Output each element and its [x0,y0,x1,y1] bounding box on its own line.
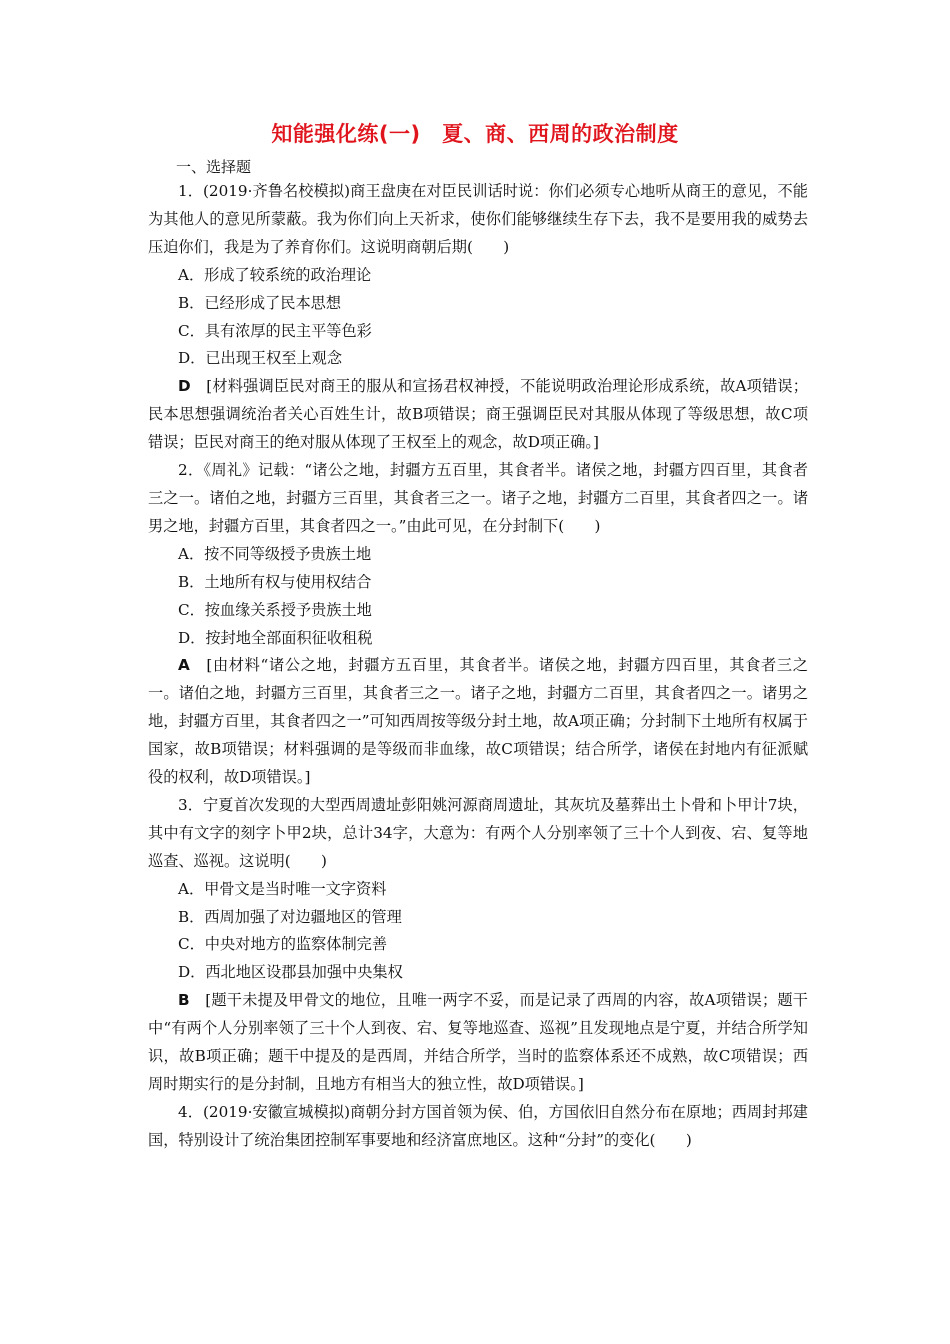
question-1-explanation: [材料强调臣民对商王的服从和宣扬君权神授，不能说明政治理论形成系统，故A项错误；民本思想强调统治者关心百姓生计，故B项错误；商王强调臣民对其服从体现了等级思想，故C项错误；臣民对商王的绝对服从体现了王权至上的观念，故D项正确。] [148,377,808,452]
question-1-option-d: D．已出现王权至上观念 [178,349,343,368]
question-3-explanation: [题干未提及甲骨文的地位，且唯一两字不妥，而是记录了西周的内容，故A项错误；题干中“有两个人分别率领了三十个人到夜、宕、复等地巡查、巡视”且发现地点是宁夏，并结合所学知识，故B项正确；题干中提及的是西周，并结合所学，当时的监察体系还不成熟，故C项错误；西周时期实行的是分封制，且地方有相当大的独立性，故D项错误。] [148,991,808,1093]
question-1-option-a: A．形成了较系统的政治理论 [178,265,372,284]
question-4-stem: 4．(2019·安徽宣城模拟)商朝分封方国首领为侯、伯，方国依旧自然分布在原地；西周封邦建国，特别设计了统治集团控制军事要地和经济富庶地区。这种“分封”的变化( ) [148,1102,808,1149]
question-1-option-b: B．已经形成了民本思想 [178,293,342,312]
page-title: 知能强化练(一) 夏、商、西周的政治制度 [271,122,679,146]
question-2-answer-letter: A [178,656,190,675]
question-3-stem: 3．宁夏首次发现的大型西周遗址彭阳姚河源商周遗址，其灰坑及墓葬出土卜骨和卜甲计7块，其中有文字的刻字卜甲2块，总计34字，大意为：有两个人分别率领了三十个人到夜、宕、复等地巡查、巡视。这说明( ) [148,795,808,870]
question-2-stem: 2．《周礼》记载：“诸公之地，封疆方五百里，其食者半。诸侯之地，封疆方四百里，其食者三之一。诸伯之地，封疆方三百里，其食者三之一。诸子之地，封疆方二百里，其食者四之一。诸男之地，封疆方百里，其食者四之一。”由此可见，在分封制下( ) [148,461,808,535]
question-1-option-c: C．具有浓厚的民主平等色彩 [178,321,372,340]
question-2-answer [148,652,808,792]
question-1-answer-letter: D [178,377,191,396]
question-3-option-a: A．甲骨文是当时唯一文字资料 [178,879,387,898]
question-2-option-c: C．按血缘关系授予贵族土地 [178,600,372,619]
question-3-option-d: D．西北地区设郡县加强中央集权 [178,963,403,982]
question-3-answer [148,987,808,1099]
question-2-option-a: A．按不同等级授予贵族土地 [178,544,372,563]
section-heading: 一、选择题 [176,158,252,176]
question-2-explanation: [由材料“诸公之地，封疆方五百里，其食者半。诸侯之地，封疆方四百里，其食者三之一。诸伯之地，封疆方三百里，其食者三之一。诸子之地，封疆方二百里，其食者四之一。诸男之地，封疆方百里，其食者四之一”可知西周按等级分封土地，故A项正确；分封制下土地所有权属于国家，故B项错误；材料强调的是等级而非血缘，故C项错误；结合所学，诸侯在封地内有征派赋役的权利，故D项错误。] [148,656,808,787]
question-3-answer-letter: B [178,991,190,1010]
question-2-option-d: D．按封地全部面积征收租税 [178,628,373,647]
question-1-stem: 1．(2019·齐鲁名校模拟)商王盘庚在对臣民训话时说：你们必须专心地听从商王的意见，不能为其他人的意见所蒙蔽。我为你们向上天祈求，使你们能够继续生存下去，我不是要用我的威势去压迫你们，我是为了养育你们。这说明商朝后期( ) [148,182,808,256]
question-3-option-c: C．中央对地方的监察体制完善 [178,935,388,954]
question-1-answer [148,373,808,457]
document-body [148,178,808,1155]
question-2-option-b: B．土地所有权与使用权结合 [178,572,372,591]
question-3-option-b: B．西周加强了对边疆地区的管理 [178,907,402,926]
